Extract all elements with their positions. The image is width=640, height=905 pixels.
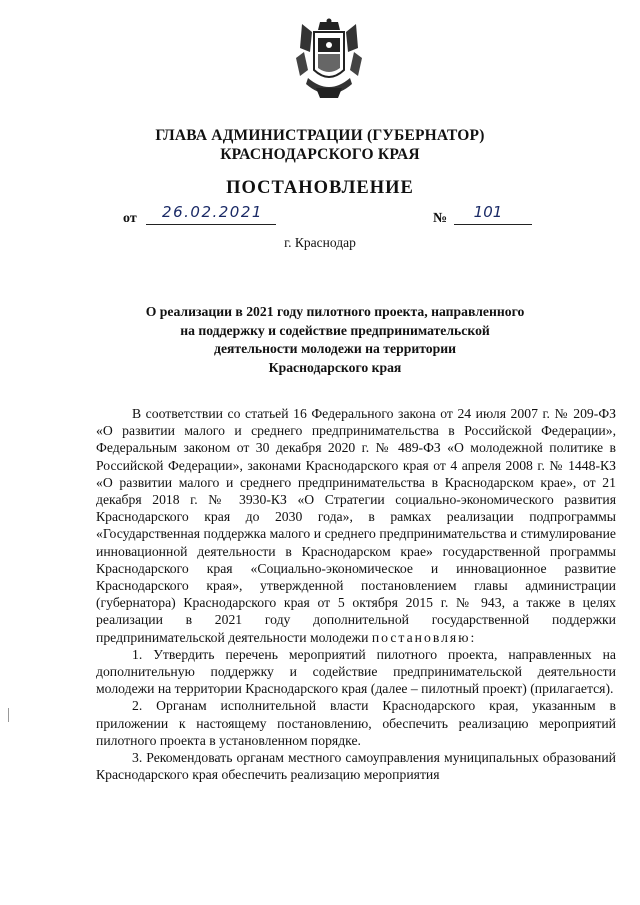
date-underline [146,224,276,225]
clause-2: 2. Органам исполнительной власти Краснодарского края, указанным в приложении к настоящему постановлению, обеспечить реализацию мероприятий пилотного проекта в установленном порядке. [96,698,616,748]
number-label: № [433,211,448,226]
organization-name-line-2: КРАСНОДАРСКОГО КРАЯ [220,146,420,163]
handwritten-number: 101 [473,203,503,221]
handwritten-date: 26.02.2021 [162,203,263,221]
date-label: от [123,211,137,226]
title-line: на поддержку и содействие предпринимательской [180,322,490,338]
number-underline [454,224,532,225]
document-title [140,303,530,377]
resolve-word: постановляю: [371,629,477,645]
title-line: деятельности молодежи на территории [214,341,456,356]
clause-1: 1. Утвердить перечень мероприятий пилотного проекта, направленных на дополнительную поддержку и содействие предпринимательской деятельности молодежи на территории Краснодарского края (далее – пилотный проект) (прилагается). [96,646,616,697]
title-line: О реализации в 2021 году пилотного проекта, направленного [145,304,525,319]
document-type-heading: ПОСТАНОВЛЕНИЕ [226,178,414,198]
clause-3: 3. Рекомендовать органам местного самоуправления муниципальных образований Краснодарского края обеспечить реализацию мероприятия [96,750,616,783]
krasnodar-krai-coat-of-arms-icon [294,18,364,106]
preamble-paragraph [96,405,616,646]
city-line: г. Краснодар [284,235,356,250]
title-line: Краснодарского края [268,359,402,375]
margin-mark [8,708,9,722]
document-body [96,405,616,783]
preamble-text: В соответствии со статьей 16 Федерального закона от 24 июля 2007 г. № 209-ФЗ «О развитии малого и среднего предпринимательства в Российской Федерации», Федеральным законом от 30 декабря 2020 г. № 489-ФЗ «О молодежной политике в Российской Федерации», законами Краснодарского края от 4 апреля 2008 г. № 1448-КЗ «О развитии малого и среднего предпринимательства в Краснодарском крае», от 21 декабря 2018 г. № 3930-КЗ «О Стратегии социально-экономического развития Краснодарского края до 2030 года», в рамках реализации подпрограммы «Государственная поддержка малого и среднего предпринимательства и стимулирование инновационной деятельности в Краснодарском крае» государственной программы Краснодарского края «Социально-экономическое и инновационное развитие Краснодарского края», утвержденной постановлением главы администрации (губернатора) Краснодарского края от 5 октября 2015 г. № 943, а также в целях реализации в 2021 году дополнительной государственной поддержки предпринимательской деятельности молодежи [96,406,616,645]
organization-name-line-1: ГЛАВА АДМИНИСТРАЦИИ (ГУБЕРНАТОР) [155,127,485,144]
